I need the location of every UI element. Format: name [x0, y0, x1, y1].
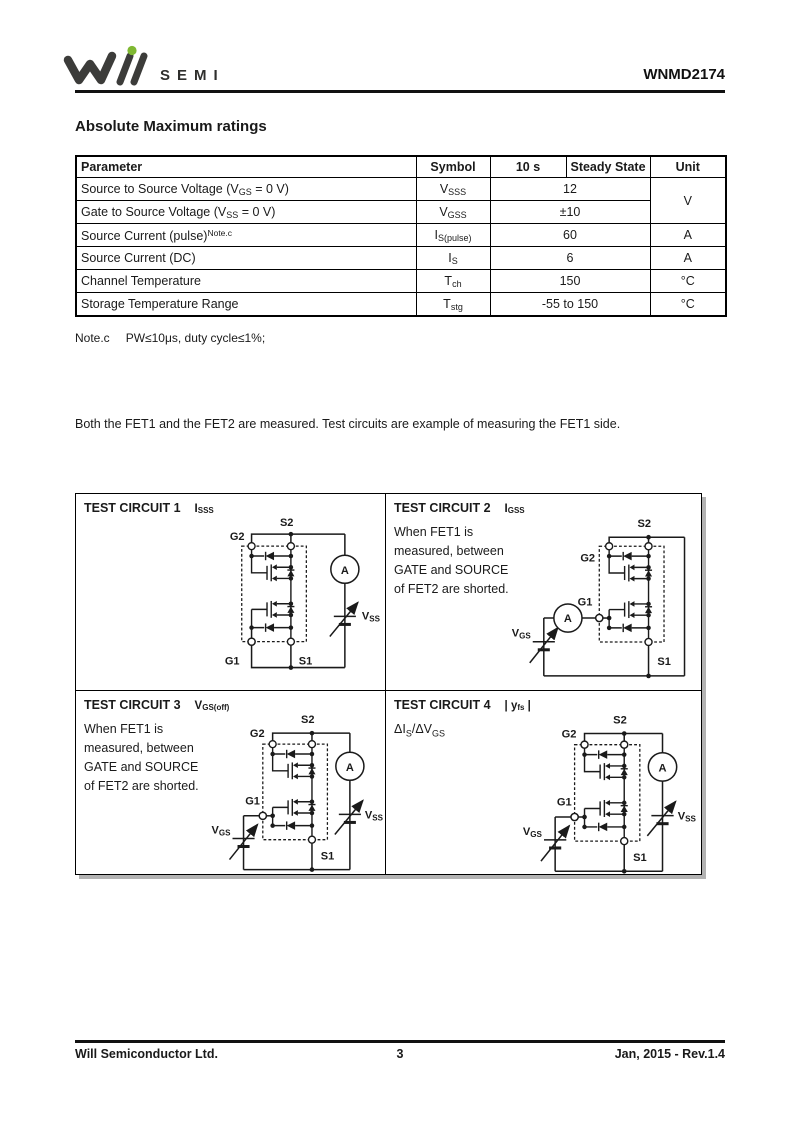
test-circuit-4-schematic [386, 691, 701, 874]
wilsemi-logo [60, 44, 310, 92]
test-circuit-4-formula: $\Delta I_S/\Delta V_{GS}$ [394, 722, 446, 739]
logo-slashes [120, 56, 144, 82]
g1-label: G1 [224, 655, 240, 668]
g1-label: G1 [577, 596, 593, 609]
col-header-parameter: Parameter [76, 156, 416, 178]
g2-label: G2 [561, 728, 577, 741]
g1-label: G1 [556, 796, 572, 809]
ammeter-label: A [345, 761, 354, 774]
s2-label: S2 [279, 517, 294, 530]
dual-mosfet-module [263, 741, 328, 844]
test-circuit-3-description: When FET1 is measured, between GATE and SOURCE of FET2 are shorted. [84, 722, 199, 793]
s2-label: S2 [301, 714, 315, 727]
s1-label: S1 [298, 655, 313, 668]
table-row: Gate to Source Voltage ($V_{SS} = 0$ V) $V_{GSS}$ ±10 [76, 201, 726, 224]
test-circuit-1-title: TEST CIRCUIT 1 ISSS [84, 501, 214, 515]
test-circuit-1-schematic [76, 494, 385, 690]
header-rule [75, 90, 725, 93]
intro-text: Both the FET1 and the FET2 are measured. Test circuits are example of measuring the FET1 side. [75, 417, 621, 431]
g2-label: G2 [249, 728, 265, 741]
ammeter-label: A [658, 762, 667, 775]
vss-label: VSS [677, 810, 696, 824]
g1-terminal [571, 813, 578, 820]
col-header-steady-state: Steady State [566, 156, 650, 178]
col-header-10s: 10 s [490, 156, 566, 178]
footnote-label: Note.c [75, 331, 110, 345]
vgs-label: VGS [511, 627, 531, 641]
logo-text: SEMI [160, 67, 225, 84]
col-header-unit: Unit [650, 156, 726, 178]
ammeter-label: A [340, 564, 349, 577]
table-row: Source Current (pulse)$^{Note.c}$ $I_{S(pulse)}$ 60 A [76, 224, 726, 247]
test-circuit-2 [386, 494, 701, 691]
test-circuit-3 [76, 691, 386, 874]
test-circuits-grid [75, 493, 702, 875]
footnote-text: PW≤10μs, duty cycle≤1%; [125, 331, 266, 345]
table-header-row [76, 156, 726, 178]
footer-page-number: 3 [396, 1047, 404, 1061]
dual-mosfet-module [242, 543, 307, 646]
vss-label: VSS [361, 610, 380, 624]
logo-w-mark [68, 56, 112, 80]
test-circuit-2-description: When FET1 is measured, between GATE and SOURCE of FET2 are shorted. [394, 525, 509, 596]
table-row: Channel Temperature $T_{ch}$ 150 °C [76, 270, 726, 293]
s1-label: S1 [633, 852, 647, 865]
vss-variable-arrow [335, 800, 363, 834]
vgs-label: VGS [211, 824, 231, 838]
absolute-maximum-ratings-table [75, 155, 727, 317]
vss-label: VSS [364, 809, 383, 823]
test-circuit-2-title: TEST CIRCUIT 2 IGSS [394, 501, 525, 515]
table-row: Source to Source Voltage ($V_{GS} = 0$ V) $V_{SSS}$ 12 V [76, 178, 726, 201]
vgs-label: VGS [522, 825, 542, 839]
g1-terminal [259, 812, 266, 819]
footer-rule [75, 1040, 725, 1043]
test-circuit-4-title: TEST CIRCUIT 4 | yfs | [394, 698, 531, 712]
footnote [75, 331, 265, 345]
g2-label: G2 [229, 531, 245, 544]
s2-label: S2 [637, 518, 652, 531]
section-title: Absolute Maximum ratings [75, 118, 267, 135]
test-circuit-4 [386, 691, 701, 874]
table-row: Source Current (DC) $I_S$ 6 A [76, 247, 726, 270]
ammeter-label: A [563, 613, 572, 626]
dual-mosfet-module [599, 543, 664, 646]
test-circuit-3-title: TEST CIRCUIT 3 VGS(off) [84, 698, 230, 712]
s1-label: S1 [320, 850, 335, 863]
g2-label: G2 [580, 552, 596, 565]
dual-mosfet-module [575, 741, 640, 845]
footer-company: Will Semiconductor Ltd. [75, 1047, 218, 1061]
col-header-symbol: Symbol [416, 156, 490, 178]
g1-terminal [248, 638, 255, 645]
vss-variable-arrow [330, 602, 358, 636]
s1-label: S1 [657, 655, 671, 668]
logo-green-dot [127, 46, 136, 55]
table-row: Storage Temperature Range $T_{stg}$ -55 to 150 °C [76, 293, 726, 317]
test-circuit-1 [76, 494, 386, 691]
part-number: WNMD2174 [643, 66, 725, 83]
footer-revision: Jan, 2015 - Rev.1.4 [614, 1047, 725, 1061]
vss-variable-arrow [647, 801, 675, 835]
s2-label: S2 [613, 714, 627, 727]
g1-terminal [596, 614, 603, 621]
g1-label: G1 [245, 795, 260, 808]
